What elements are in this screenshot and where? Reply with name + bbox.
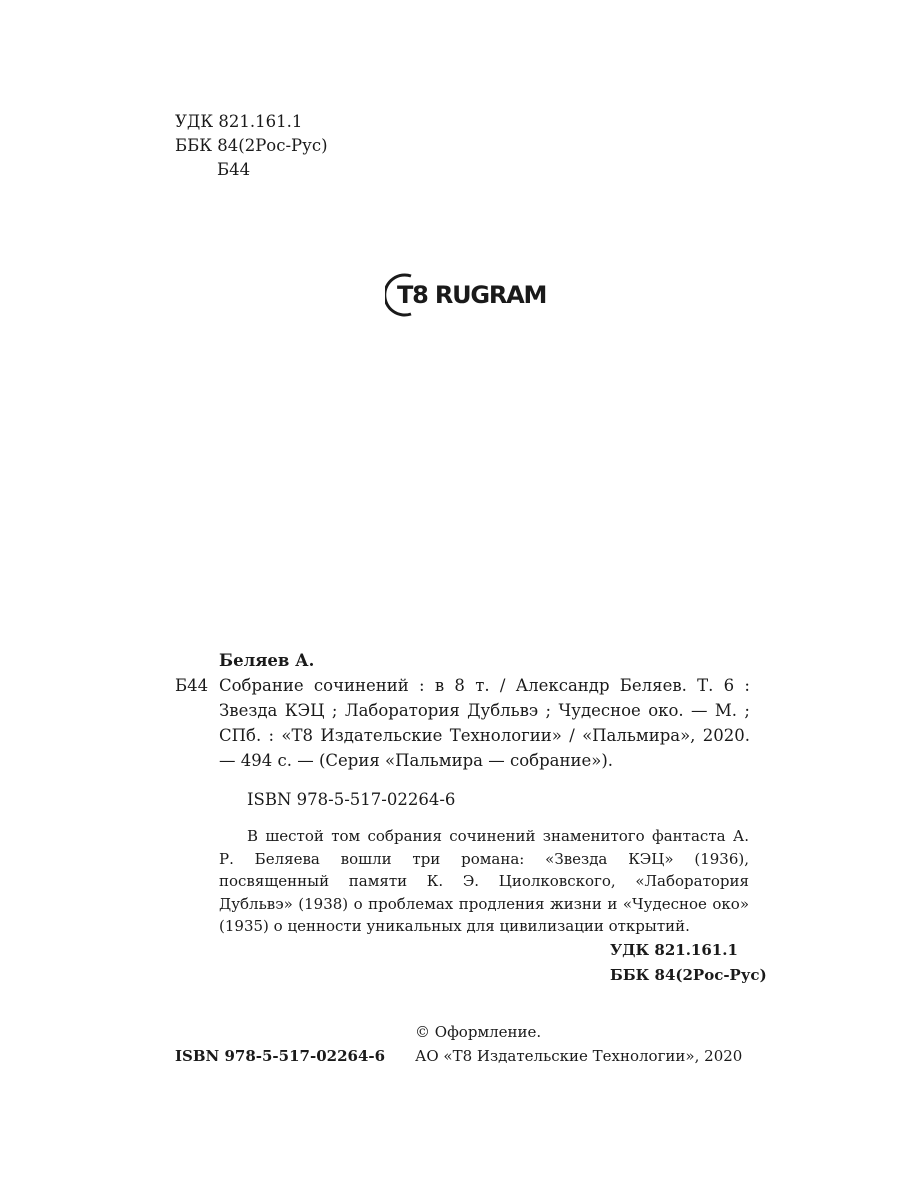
copyright-line-2: АО «Т8 Издательские Технологии», 2020 xyxy=(415,1047,743,1065)
bottom-bbk: ББК 84(2Рос-Рус) xyxy=(610,966,767,984)
annotation: В шестой том собрания сочинений знаменитого фантаста А. Р. Беляева вошли три романа: «Звезда КЭЦ» (1936), посвященный памяти К. Э. Циолковского, «Лаборатория Дубльвэ» (1938) о проблемах продления жизни и «Чудесное око» (1935) о ценности уникальных для цивилизации открытий. xyxy=(219,827,749,935)
footer-isbn: ISBN 978-5-517-02264-6 xyxy=(175,1047,386,1065)
udk-code: УДК 821.161.1 xyxy=(175,112,303,131)
card-body xyxy=(175,673,750,773)
author-sign: Б44 xyxy=(217,160,251,179)
classification-block xyxy=(175,110,328,182)
logo-text: T8 RUGRAM xyxy=(397,281,547,309)
publisher-logo xyxy=(385,270,545,320)
copyright-block xyxy=(415,1020,742,1068)
card-author: Беляев А. xyxy=(219,651,315,670)
bbk-code: ББК 84(2Рос-Рус) xyxy=(175,136,328,155)
bottom-classification xyxy=(610,938,767,988)
copyright-line-1: © Оформление. xyxy=(415,1023,542,1041)
card-isbn: ISBN 978-5-517-02264-6 xyxy=(247,790,456,809)
bottom-udk: УДК 821.161.1 xyxy=(610,941,738,959)
card-code: Б44 xyxy=(175,676,209,695)
catalog-card xyxy=(175,648,750,812)
card-description: Собрание сочинений : в 8 т. / Александр Беляев. Т. 6 : Звезда КЭЦ ; Лаборатория Дубльвэ ; Чудесное око. — М. ; СПб. : «Т8 Издательские Технологии» / «Пальмира», 2020. — 494 с. — (Серия «Пальмира — собрание»). xyxy=(219,676,750,770)
